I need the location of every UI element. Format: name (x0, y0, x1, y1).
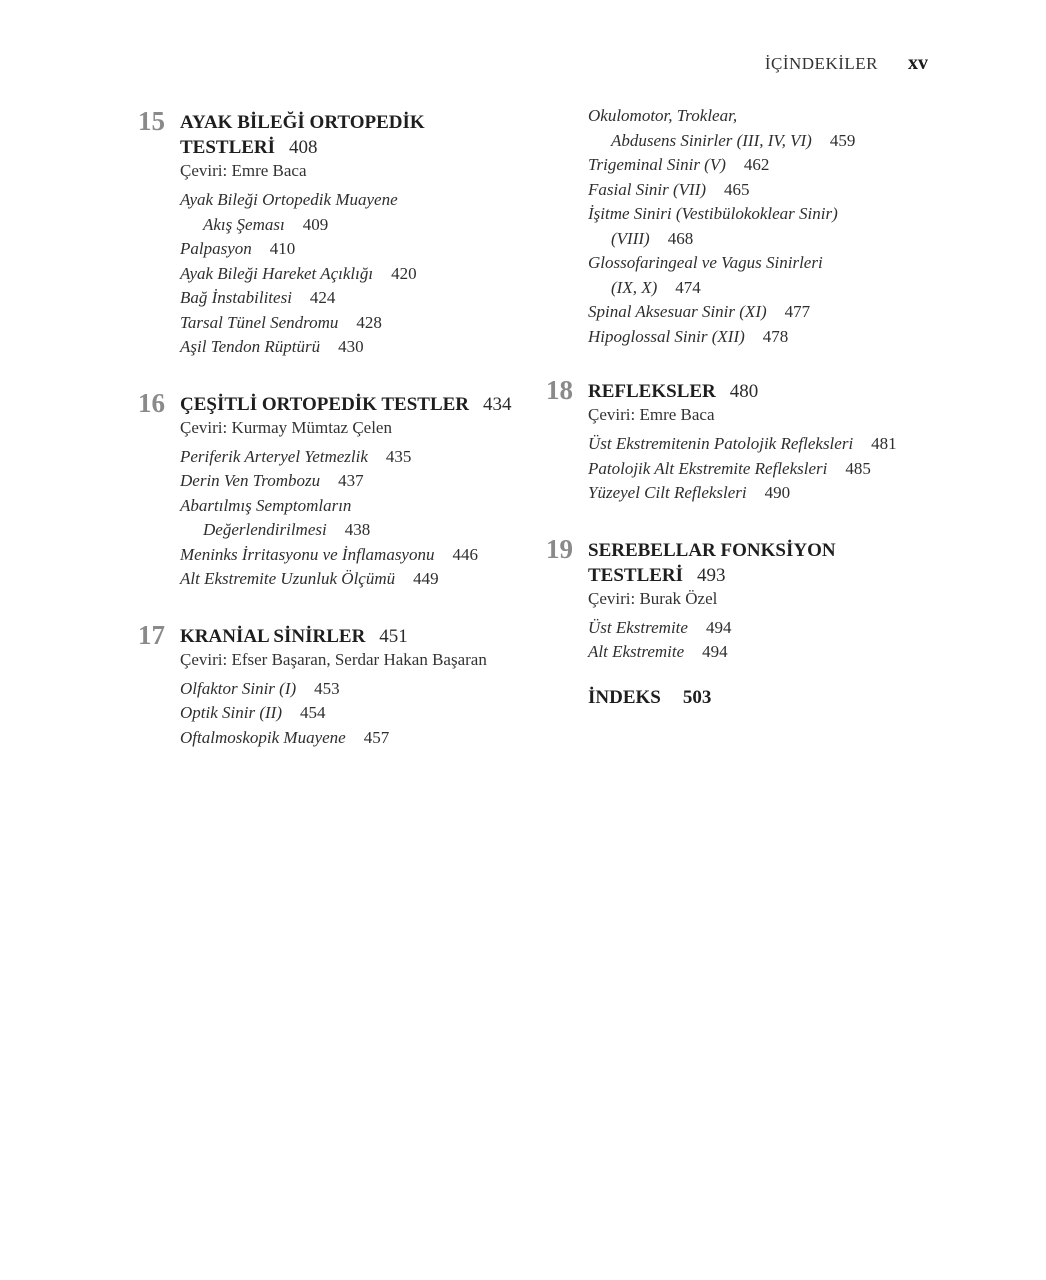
toc-entry-page: 438 (344, 520, 371, 539)
toc-entry-title: Patolojik Alt Ekstremite Refleksleri (588, 458, 828, 478)
chapter-block (546, 369, 946, 506)
toc-entry-page: 485 (845, 458, 871, 478)
toc-entry-page: 468 (667, 228, 694, 248)
toc-entry-title: Palpasyon (180, 239, 252, 258)
chapter-block (138, 100, 538, 360)
toc-entry-title: Bağ İnstabilitesi (180, 288, 292, 307)
chapter-title-line1: REFLEKSLER (588, 381, 716, 402)
toc-entry[interactable] (588, 251, 946, 300)
toc-entry-page: 449 (413, 569, 439, 588)
chapter-title-line2: TESTLERİ (588, 564, 684, 586)
toc-entry-page: 453 (314, 678, 340, 698)
chapter-translator: Çeviri: Emre Baca (588, 405, 715, 424)
left-column (138, 100, 538, 772)
toc-entry-continuation (588, 227, 946, 252)
toc-entry-page: 481 (871, 434, 897, 453)
toc-entry-title: İşitme Siniri (Vestibülokoklear Sinir) (588, 204, 838, 223)
toc-entry-title: Abartılmış Semptomların (180, 495, 352, 515)
toc-entry-continuation (588, 129, 946, 154)
running-header-title: İÇİNDEKİLER (764, 54, 878, 73)
continued-entries (546, 100, 946, 349)
toc-entry-title: Derin Ven Trombozu (180, 471, 321, 490)
toc-entry-page: 490 (764, 483, 791, 502)
toc-entry[interactable] (588, 457, 946, 482)
chapter-translator: Çeviri: Burak Özel (588, 588, 718, 608)
chapter-translator: Çeviri: Efser Başaran, Serdar Hakan Başaran (180, 649, 487, 669)
toc-entry-title: Üst Ekstremitenin Patolojik Refleksleri (588, 434, 854, 453)
toc-entry-page: 446 (452, 544, 478, 564)
toc-entry-title: Yüzeyel Cilt Refleksleri (588, 483, 747, 502)
toc-entry-page: 465 (724, 179, 750, 199)
right-chapters (546, 369, 946, 665)
toc-entry-page: 410 (269, 239, 296, 258)
chapter-block (138, 382, 538, 592)
toc-entry[interactable] (180, 262, 538, 287)
chapter-page: 434 (483, 393, 512, 415)
chapter-block (138, 614, 538, 751)
toc-entry-title: Olfaktor Sinir (I) (180, 678, 297, 698)
toc-entry[interactable] (588, 104, 946, 153)
chapter-number: 19 (546, 533, 573, 564)
index-entry[interactable] (546, 687, 946, 709)
toc-entry[interactable] (180, 188, 538, 237)
toc-entry-page: 494 (702, 642, 728, 661)
toc-entry-page: 409 (302, 214, 329, 234)
page-number: xv (908, 52, 928, 74)
chapter-page: 451 (379, 625, 408, 647)
toc-entry-title: Glossofaringeal ve Vagus Sinirleri (588, 253, 823, 272)
toc-entry-title-line2: (VIII) (611, 228, 650, 248)
chapter-title-line1: SEREBELLAR FONKSİYON (588, 539, 836, 561)
chapter-translator: Çeviri: Emre Baca (180, 161, 307, 180)
toc-entry[interactable] (180, 726, 538, 751)
toc-entry-page: 474 (675, 277, 701, 297)
chapter-title[interactable] (180, 100, 538, 160)
toc-entry-title: Tarsal Tünel Sendromu (180, 312, 339, 332)
running-header (765, 52, 928, 75)
toc-entry-page: 420 (391, 263, 417, 283)
chapter-title[interactable] (588, 528, 946, 588)
toc-entry[interactable] (180, 494, 538, 543)
toc-entry-title: Aşil Tendon Rüptürü (180, 337, 321, 356)
chapter-title[interactable] (588, 369, 946, 404)
toc-entry[interactable] (180, 286, 538, 311)
toc-entry[interactable] (588, 616, 946, 641)
toc-entry[interactable] (588, 481, 946, 506)
toc-entry[interactable] (180, 543, 538, 568)
toc-entry-title: Ayak Bileği Hareket Açıklığı (180, 263, 374, 283)
toc-entry-page: 437 (338, 471, 364, 490)
toc-entry[interactable] (180, 677, 538, 702)
toc-entry-page: 435 (385, 446, 412, 466)
toc-entry[interactable] (180, 445, 538, 470)
toc-entry[interactable] (588, 178, 946, 203)
toc-entry-title-line2: Akış Şeması (203, 214, 285, 234)
toc-entry-page: 459 (829, 130, 856, 150)
index-label: İNDEKS (588, 686, 661, 708)
toc-entry-page: 424 (309, 288, 336, 307)
toc-entry-title: Hipoglossal Sinir (XII) (588, 326, 745, 346)
toc-entry-title: Fasial Sinir (VII) (588, 179, 707, 199)
toc-entry-continuation (180, 213, 538, 238)
toc-entry-page: 462 (743, 155, 770, 174)
toc-entry-title-line2: Abdusens Sinirler (III, IV, VI) (611, 130, 812, 150)
toc-entry-title: Ayak Bileği Ortopedik Muayene (180, 190, 398, 209)
toc-entry-title: Üst Ekstremite (588, 617, 688, 637)
chapter-title[interactable] (180, 614, 538, 649)
toc-entry[interactable] (588, 202, 946, 251)
chapter-page: 480 (729, 381, 759, 402)
chapter-title-line1: AYAK BİLEĞİ ORTOPEDİK (180, 112, 425, 133)
toc-entry-title-line2: (IX, X) (611, 277, 658, 297)
chapter-page: 408 (289, 137, 318, 158)
chapter-number: 17 (138, 619, 165, 650)
toc-entry-title: Meninks İrritasyonu ve İnflamasyonu (180, 544, 435, 564)
toc-entry[interactable] (180, 567, 538, 592)
toc-entry[interactable] (588, 432, 946, 457)
toc-entry[interactable] (180, 469, 538, 494)
chapter-number: 18 (546, 375, 573, 405)
right-column (546, 100, 946, 709)
chapter-title-line1: ÇEŞİTLİ ORTOPEDİK TESTLER (180, 393, 470, 415)
toc-entry-title: Alt Ekstremite Uzunluk Ölçümü (180, 569, 396, 588)
chapter-title[interactable] (180, 382, 538, 417)
toc-entry-page: 494 (705, 617, 732, 637)
toc-entry[interactable] (588, 325, 946, 350)
toc-entry-page: 477 (784, 302, 811, 321)
toc-entry-page: 478 (762, 326, 789, 346)
toc-entry-page: 457 (363, 727, 390, 747)
chapter-translator: Çeviri: Kurmay Mümtaz Çelen (180, 417, 392, 437)
toc-entry-continuation (180, 518, 538, 543)
toc-entry-title-line2: Değerlendirilmesi (203, 520, 327, 539)
toc-entry-title: Optik Sinir (II) (180, 703, 282, 722)
chapter-page: 493 (697, 564, 726, 586)
toc-entry[interactable] (588, 300, 946, 325)
toc-entry-page: 430 (338, 337, 364, 356)
toc-entry[interactable] (588, 640, 946, 665)
toc-entry[interactable] (180, 237, 538, 262)
toc-entry[interactable] (180, 335, 538, 360)
chapter-number: 15 (138, 106, 165, 136)
toc-entry-title: Spinal Aksesuar Sinir (XI) (588, 302, 767, 321)
chapter-title-line2: TESTLERİ (180, 137, 276, 158)
toc-entry[interactable] (588, 153, 946, 178)
chapter-title-line1: KRANİAL SİNİRLER (180, 625, 366, 647)
toc-entry-page: 454 (299, 703, 326, 722)
toc-entry-title: Oftalmoskopik Muayene (180, 727, 346, 747)
toc-entry-page: 428 (356, 312, 382, 332)
toc-entry[interactable] (180, 311, 538, 336)
index-page: 503 (682, 686, 712, 708)
toc-entry[interactable] (180, 701, 538, 726)
toc-entry-continuation (588, 276, 946, 301)
toc-entry-title: Periferik Arteryel Yetmezlik (180, 446, 368, 466)
toc-entry-title: Okulomotor, Troklear, (588, 106, 738, 125)
chapter-number: 16 (138, 387, 165, 418)
toc-entry-title: Trigeminal Sinir (V) (588, 155, 726, 174)
chapter-block (546, 528, 946, 665)
toc-entry-title: Alt Ekstremite (588, 642, 685, 661)
